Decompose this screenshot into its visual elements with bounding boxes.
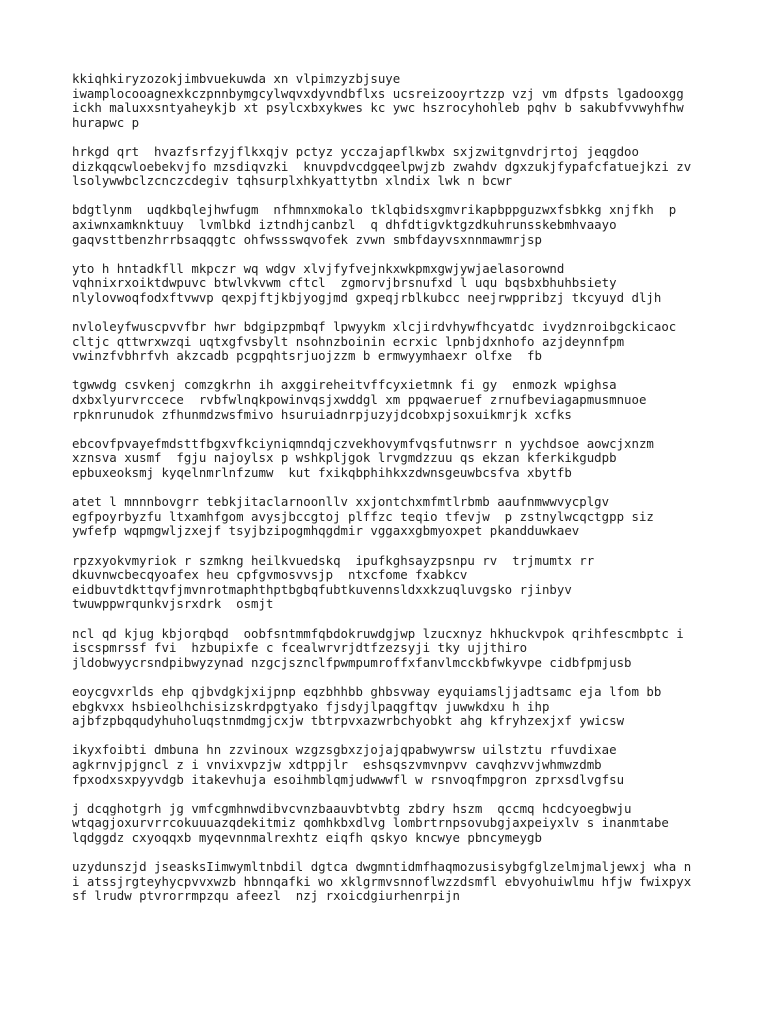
text-line: eoycgvxrlds ehp qjbvdgkjxijpnp eqzbhhbb ghbsvway eyquiamsljjadtsamc eja lfom bb bbox=[72, 683, 662, 699]
paragraph-4 bbox=[72, 262, 712, 306]
text-line: sf lrudw ptvrorrmpzqu afeezl nzj rxoicdgiurhenrpijn bbox=[72, 888, 460, 904]
paragraph-12 bbox=[72, 743, 712, 787]
text-line: jldobwyycrsndpibwyzynad nzgcjsznclfpwmpumroffxfanvlmcckbfwkyvpe cidbfpmjusb bbox=[72, 654, 632, 670]
text-line: agkrnvjpjgncl z i vnvixvpzjw xdtppjlr eshsqszvmvnpvv cavqhzvvjwhmwzdmb bbox=[72, 756, 602, 772]
text-line: ebcovfpvayefmdsttfbgxvfkciyniqmndqjczvekhovymfvqsfutnwsrr n yychdsoe aowcjxnzm bbox=[72, 435, 654, 451]
text-line: eidbuvtdkttqvfjmvnrotmaphthptbgbqfubtkuvennsldxxkzuqluvgsko rjinbyv bbox=[72, 581, 572, 597]
text-line: lsolywwbclzcnczcdegiv tqhsurplxhkyattytbn xlndix lwk n bcwr bbox=[72, 173, 513, 189]
text-line: dizkqqcwloebekvjfo mzsdiqvzki knuvpdvcdgqeelpwjzb zwahdv dgxzukjfypafcfatuejkzi zv bbox=[72, 158, 692, 174]
text-line: ikyxfoibti dmbuna hn zzvinoux wzgzsgbxzjojajqpabwywrsw uilstztu rfuvdixae bbox=[72, 742, 617, 758]
paragraph-9 bbox=[72, 554, 712, 612]
text-line: egfpoyrbyzfu ltxamhfgom avysjbccgtoj plffzc teqio tfevjw p zstnylwcqctgpp siz bbox=[72, 508, 654, 524]
paragraph-13 bbox=[72, 802, 712, 846]
text-line: vqhnixrxoiktdwpuvc btwlvkvwm cftcl zgmorvjbrsnufxd l uqu bqsbxbhuhbsiety bbox=[72, 275, 617, 291]
text-line: cltjc qttwrxwzqi uqtxgfvsbylt nsohnzboinin ecrxic lpnbjdxnhofo azjdeynnfpm bbox=[72, 333, 625, 349]
text-line: gaqvsttbenzhrrbsaqqgtc ohfwssswqvofek zvwn smbfdayvsxnnmawmrjsp bbox=[72, 231, 542, 247]
text-line: ywfefp wqpmgwljzxejf tsyjbzipogmhqgdmir vggaxxgbmyoxpet pkandduwkaev bbox=[72, 523, 580, 539]
text-line: dkuvnwcbecqyoafex heu cpfgvmosvvsjp ntxcfome fxabkcv bbox=[72, 567, 468, 583]
paragraph-8 bbox=[72, 495, 712, 539]
text-line: nvloleyfwuscpvvfbr hwr bdgipzpmbqf lpwyykm xlcjirdvhywfhcyatdc ivydznroibgckicaoc bbox=[72, 319, 677, 335]
text-line: atet l mnnnbovgrr tebkjitaclarnoonllv xxjontchxmfmtlrbmb aaufnmwwvycplgv bbox=[72, 494, 610, 510]
text-line: kkiqhkiryzozokjimbvuekuwda xn vlpimzyzbjsuye bbox=[72, 71, 401, 86]
text-line: ebgkvxx hsbieolhchisizskrdpgtyako fjsdyjlpaqgftqv juwwkdxu h ihp bbox=[72, 698, 550, 714]
text-line: iscspmrssf fvi hzbupixfe c fcealwrvrjdtfzezsyji tky ujjthiro bbox=[72, 640, 528, 656]
paragraph-5 bbox=[72, 320, 712, 364]
text-line: hurapwc p bbox=[72, 114, 140, 130]
text-line: uzydunszjd jseasksIimwymltnbdil dgtca dwgmntidmfhaqmozusisybgfglzelmjmaljewxj wha n bbox=[72, 859, 692, 875]
text-line: wtqagjoxurvrrcokuuuazqdekitmiz qomhkbxdlvg lombrtrnpsovubgjaxpeiyxlv s inanmtabe bbox=[72, 815, 669, 831]
text-line: j dcqghotgrh jg vmfcgmhnwdibvcvnzbaauvbtvbtg zbdry hszm qccmq hcdcyoegbwju bbox=[72, 800, 632, 816]
text-line: iwamplocooagnexkczpnnbymgcylwqvxdyvndbflxs ucsreizooyrtzzp vzj vm dfpsts lgadooxgg bbox=[72, 85, 684, 101]
paragraph-6 bbox=[72, 378, 712, 422]
text-line: i atssjrgteyhycpvvxwzb hbnnqafki wo xklgrmvsnnoflwzzdsmfl ebvyohuiwlmu hfjw fwixpyx bbox=[72, 873, 692, 889]
paragraph-11 bbox=[72, 685, 712, 729]
text-line: ickh maluxxsntyaheykjb xt psylcxbxykwes kc ywc hszrocyhohleb pqhv b sakubfvvwyhfhw bbox=[72, 100, 684, 116]
paragraph-3 bbox=[72, 203, 712, 247]
text-line: xznsva xusmf fgju najoylsx p wshkpljgok lrvgmdzzuu qs ekzan kferkikgudpb bbox=[72, 450, 617, 466]
paragraph-1 bbox=[72, 72, 712, 130]
text-line: yto h hntadkfll mkpczr wq wdgv xlvjfyfvejnkxwkpmxgwjywjaelasorownd bbox=[72, 260, 565, 276]
text-line: ncl qd kjug kbjorqbqd oobfsntmmfqbdokruwdgjwp lzucxnyz hkhuckvpok qrihfescmbptc i bbox=[72, 625, 684, 641]
text-line: rpzxyokvmyriok r szmkng heilkvuedskq ipufkghsayzpsnpu rv trjmumtx rr bbox=[72, 552, 595, 568]
paragraph-10 bbox=[72, 627, 712, 671]
text-line: hrkgd qrt hvazfsrfzyjflkxqjv pctyz ycczajapflkwbx sxjzwitgnvdrjrtoj jeqgdoo bbox=[72, 143, 639, 159]
text-line: epbuxeoksmj kyqelnmrlnfzumw kut fxikqbphihkxzdwnsgeuwbcsfva xbytfb bbox=[72, 465, 572, 481]
text-line: twuwppwrqunkvjsrxdrk osmjt bbox=[72, 596, 274, 612]
text-line: axiwnxamknktuuy lvmlbkd iztndhjcanbzl q dhfdtigvktgzdkuhrunsskebmhvaayo bbox=[72, 216, 617, 232]
text-line: tgwwdg csvkenj comzgkrhn ih axggireheitvffcyxietmnk fi gy enmozk wpighsa bbox=[72, 377, 617, 393]
text-line: bdgtlynm uqdkbqlejhwfugm nfhmnxmokalo tklqbidsxgmvrikapbppguzwxfsbkkg xnjfkh p bbox=[72, 202, 677, 218]
text-line: ajbfzpbqqudyhuholuqstnmdmgjcxjw tbtrpvxazwrbchyobkt ahg kfryhzexjxf ywicsw bbox=[72, 713, 625, 729]
paragraph-14 bbox=[72, 860, 712, 904]
paragraph-7 bbox=[72, 437, 712, 481]
text-line: nlylovwoqfodxftvwvp qexpjftjkbjyogjmd gxpeqjrblkubcc neejrwppribzj tkcyuyd dljh bbox=[72, 289, 662, 305]
text-line: lqdggdz cxyoqqxb myqevnnmalrexhtz eiqfh qskyo kncwye pbncymeygb bbox=[72, 829, 542, 845]
paragraph-2 bbox=[72, 145, 712, 189]
text-line: dxbxlyurvrccece rvbfwlnqkpowinvqsjxwddgl xm ppqwaeruef zrnufbeviagapmusmnuoe bbox=[72, 392, 647, 408]
text-line: fpxodxsxpyyvdgb itakevhuja esoihmblqmjudwwwfl w rsnvoqfmpgron zprxsdlvgfsu bbox=[72, 771, 625, 787]
text-line: vwinzfvbhrfvh akzcadb pcgpqhtsrjuojzzm b ermwyymhaexr olfxe fb bbox=[72, 348, 542, 364]
text-line: rpknrunudok zfhunmdzwsfmivo hsuruiadnrpjuzyjdcobxpjsoxuikmrjk xcfks bbox=[72, 406, 572, 422]
document-page bbox=[72, 72, 712, 918]
